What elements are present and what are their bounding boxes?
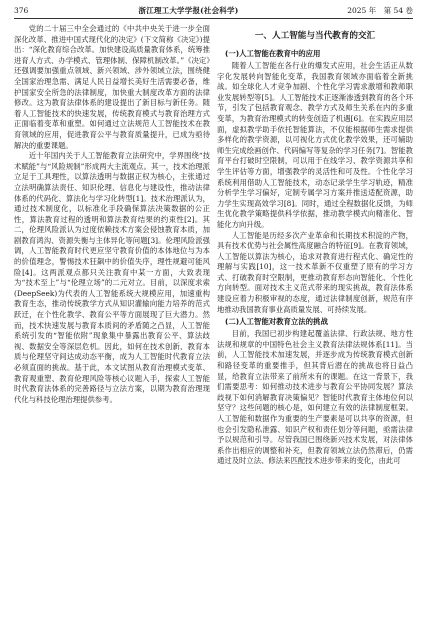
journal-title: 浙江理工大学学报(社会科学) <box>138 6 239 15</box>
paragraph: 近十年国内关于人工智能教育立法研究中，学界围绕“技术赋能”与“风险规制”形成两大主流观点。其一，技术治理派立足于工具理性，以算法透明与数据正权为核心，主张通过立法明确算法责任、知识伦理、信息化与建设性，推动法律体系的代码化、算法化与学习化转型[1]。技术治理派认为，通过技术制度化，以标准化手段确保算法决策数据的公正性，算法教育过程的透明和算法教育结果的约束性[2]。其二，伦理风险派认为过度依赖技术方案会侵蚀教育本质，加剧教育鸿沟、资源失衡与主体异化等问题[3]。伦理风险派强调，人工智能教育时代更应坚守教育价值的本体地位与为本的价值理念，警惕技术狂飙中的价值失序，理性规避可能风险[4]。这两派观点都只关注教育中某一方面，大致表现为“技术至上”与“伦理立场”的二元对立。目前，以深度求索(DeepSeek)为代表的人工智能系统大规模应用，加速重构教育生态，推动传统教学方式从知识灌输向能力培养的范式跃迁，在个性化教学、教育公平等方面展现了巨大潜力。然而，技术快速发展与教育本质间的矛盾随之凸显，人工智能系统引发的“智能依附”现象集中暴露出教育公平、算法歧视、数据安全等深层危机。因此，如何在技术创新、教育本质与伦理坚守间达成动态平衡，成为人工智能时代教育立法必须直面的挑战。基于此，本文试图从教育治理模式变革、教育观重塑、教育伦理风险等核心议题入手，探索人工智能时代教育法体系的完善路径与立法方案，以期为教育治理现代化与科技伦理治理提供参考。 <box>14 151 210 404</box>
section-heading: 一、人工智能与当代教育的交汇 <box>254 31 376 41</box>
header-rule <box>14 18 413 19</box>
paragraph: 党的二十届三中全会通过的《中共中央关于进一步全面深化改革、推进中国式现代化的决定》(下文简称《决定》)提出：“深化教育综合改革。加快建设高质量教育体系，统筹推进育人方式、办学模式、管理体制、保障机制改革。”《决定》还强调要加强重点领域、新兴领域、涉外领域立法，围绕健全国家治理急需、满足人民日益增长美好生活需要必备，维护国家安全所急的法律制度，加快重大制度改革方面的法律修改。这为教育法律体系的建设提出了新目标与新任务。随着人工智能技术的快速发展，传统教育模式与教育治理方式正面临着变革和重塑。如何通过立法规范人工智能技术在教育领域的应用，促进教育公平与教育质量提升，已成为亟待解决的重要课题。 <box>14 24 210 150</box>
running-header <box>14 4 413 17</box>
subsection-heading: (二)人工智能对教育立法的挑战 <box>225 317 328 327</box>
issue-info: 2025 年 第 54 卷 <box>347 6 413 15</box>
paragraph: 目前，我国已初步构建起覆盖法律、行政法规、地方性法规和规章的中国特色社会主义教育法律法规体系[11]。当前，人工智能技术加速发展，并逐步成为传统教育模式创新和路径变革的重要推手，但其背后潜在的挑战也将日益凸显，给教育立法带来了前所未有的课题。在这一背景下，我们需要思考：如何推动技术进步与教育公平协同发展？算法歧视下如何消解教育决策偏见？智能时代教育主体地位何以坚守？这些问题的核心是，如何建立有效的法律制度框架。人工智能和数据作为重要的生产要素是可以共享的资源，但也会引发隐私泄露、知识产权和责任划分等问题，亟需法律予以规范和引导。尽管我国已围绕新兴技术发展，对法律体系作出相应的调整和补充，但教育领域立法仍然滞后，仍需通过及时立法、修法来匹配技术进步带来的变化，由此可 <box>217 329 413 466</box>
paragraph: 随着人工智能在各行业的爆发式应用，社会生活正从数字化发展转向智能化变革，我国教育领域亦面临着全新挑战。如全球化人才竞争加剧、个性化学习需求激增和教师职业发展转型等[5]。人工智能技术正逐渐渗透到教育的各个环节，引发了包括教育观念、教学方式及师生关系在内的多重变革，为教育治理模式的转变创造了机遇[6]。在实践应用层面，虚拟教学助手依托智能算法，不仅能根据师生需求提供多样化的教学资源，以可视化方式优化教学效果，还可辅助师生完成绘画创作、代码编写等复杂的学习任务[7]。智能教育平台打破时空限制，可以用于在线学习、教学资源共享和学生评估等方面，增强教学的灵活性和可及性。个性化学习系统利用借助人工智能技术，动态记录学生学习轨迹，精准分析学生学习偏好，定制专属学习方案并推送适配资源，助力学生实现高效学习[8]。同时，通过全程数据化反馈，为师生优化教学策略提供科学依据，推动教学模式向精准化、智能化方向升级。 <box>217 61 413 229</box>
right-column <box>217 24 413 620</box>
paragraph: 人工智能是历经多次产业革命和长期技术积淀的产物，具有技术优势与社会属性高度融合的特征[9]。在教育领域，人工智能以算法为核心，追求对教育进行程式化、确定性的理解与实践[10]，这一技术革新不仅重塑了原有的学习方式、打破教育时空限制，更推动教育形态向智能化、个性化方向转型。面对技术主义范式带来的现实挑战，教育法体系建设应着力积极审视的态度，通过法律制度创新，规范有序地推动我国教育事业高质量发展、可持续发展。 <box>217 230 413 314</box>
subsection-heading: (一)人工智能在教育中的应用 <box>225 49 321 58</box>
left-column <box>14 24 210 620</box>
page-number: 376 <box>14 6 29 15</box>
